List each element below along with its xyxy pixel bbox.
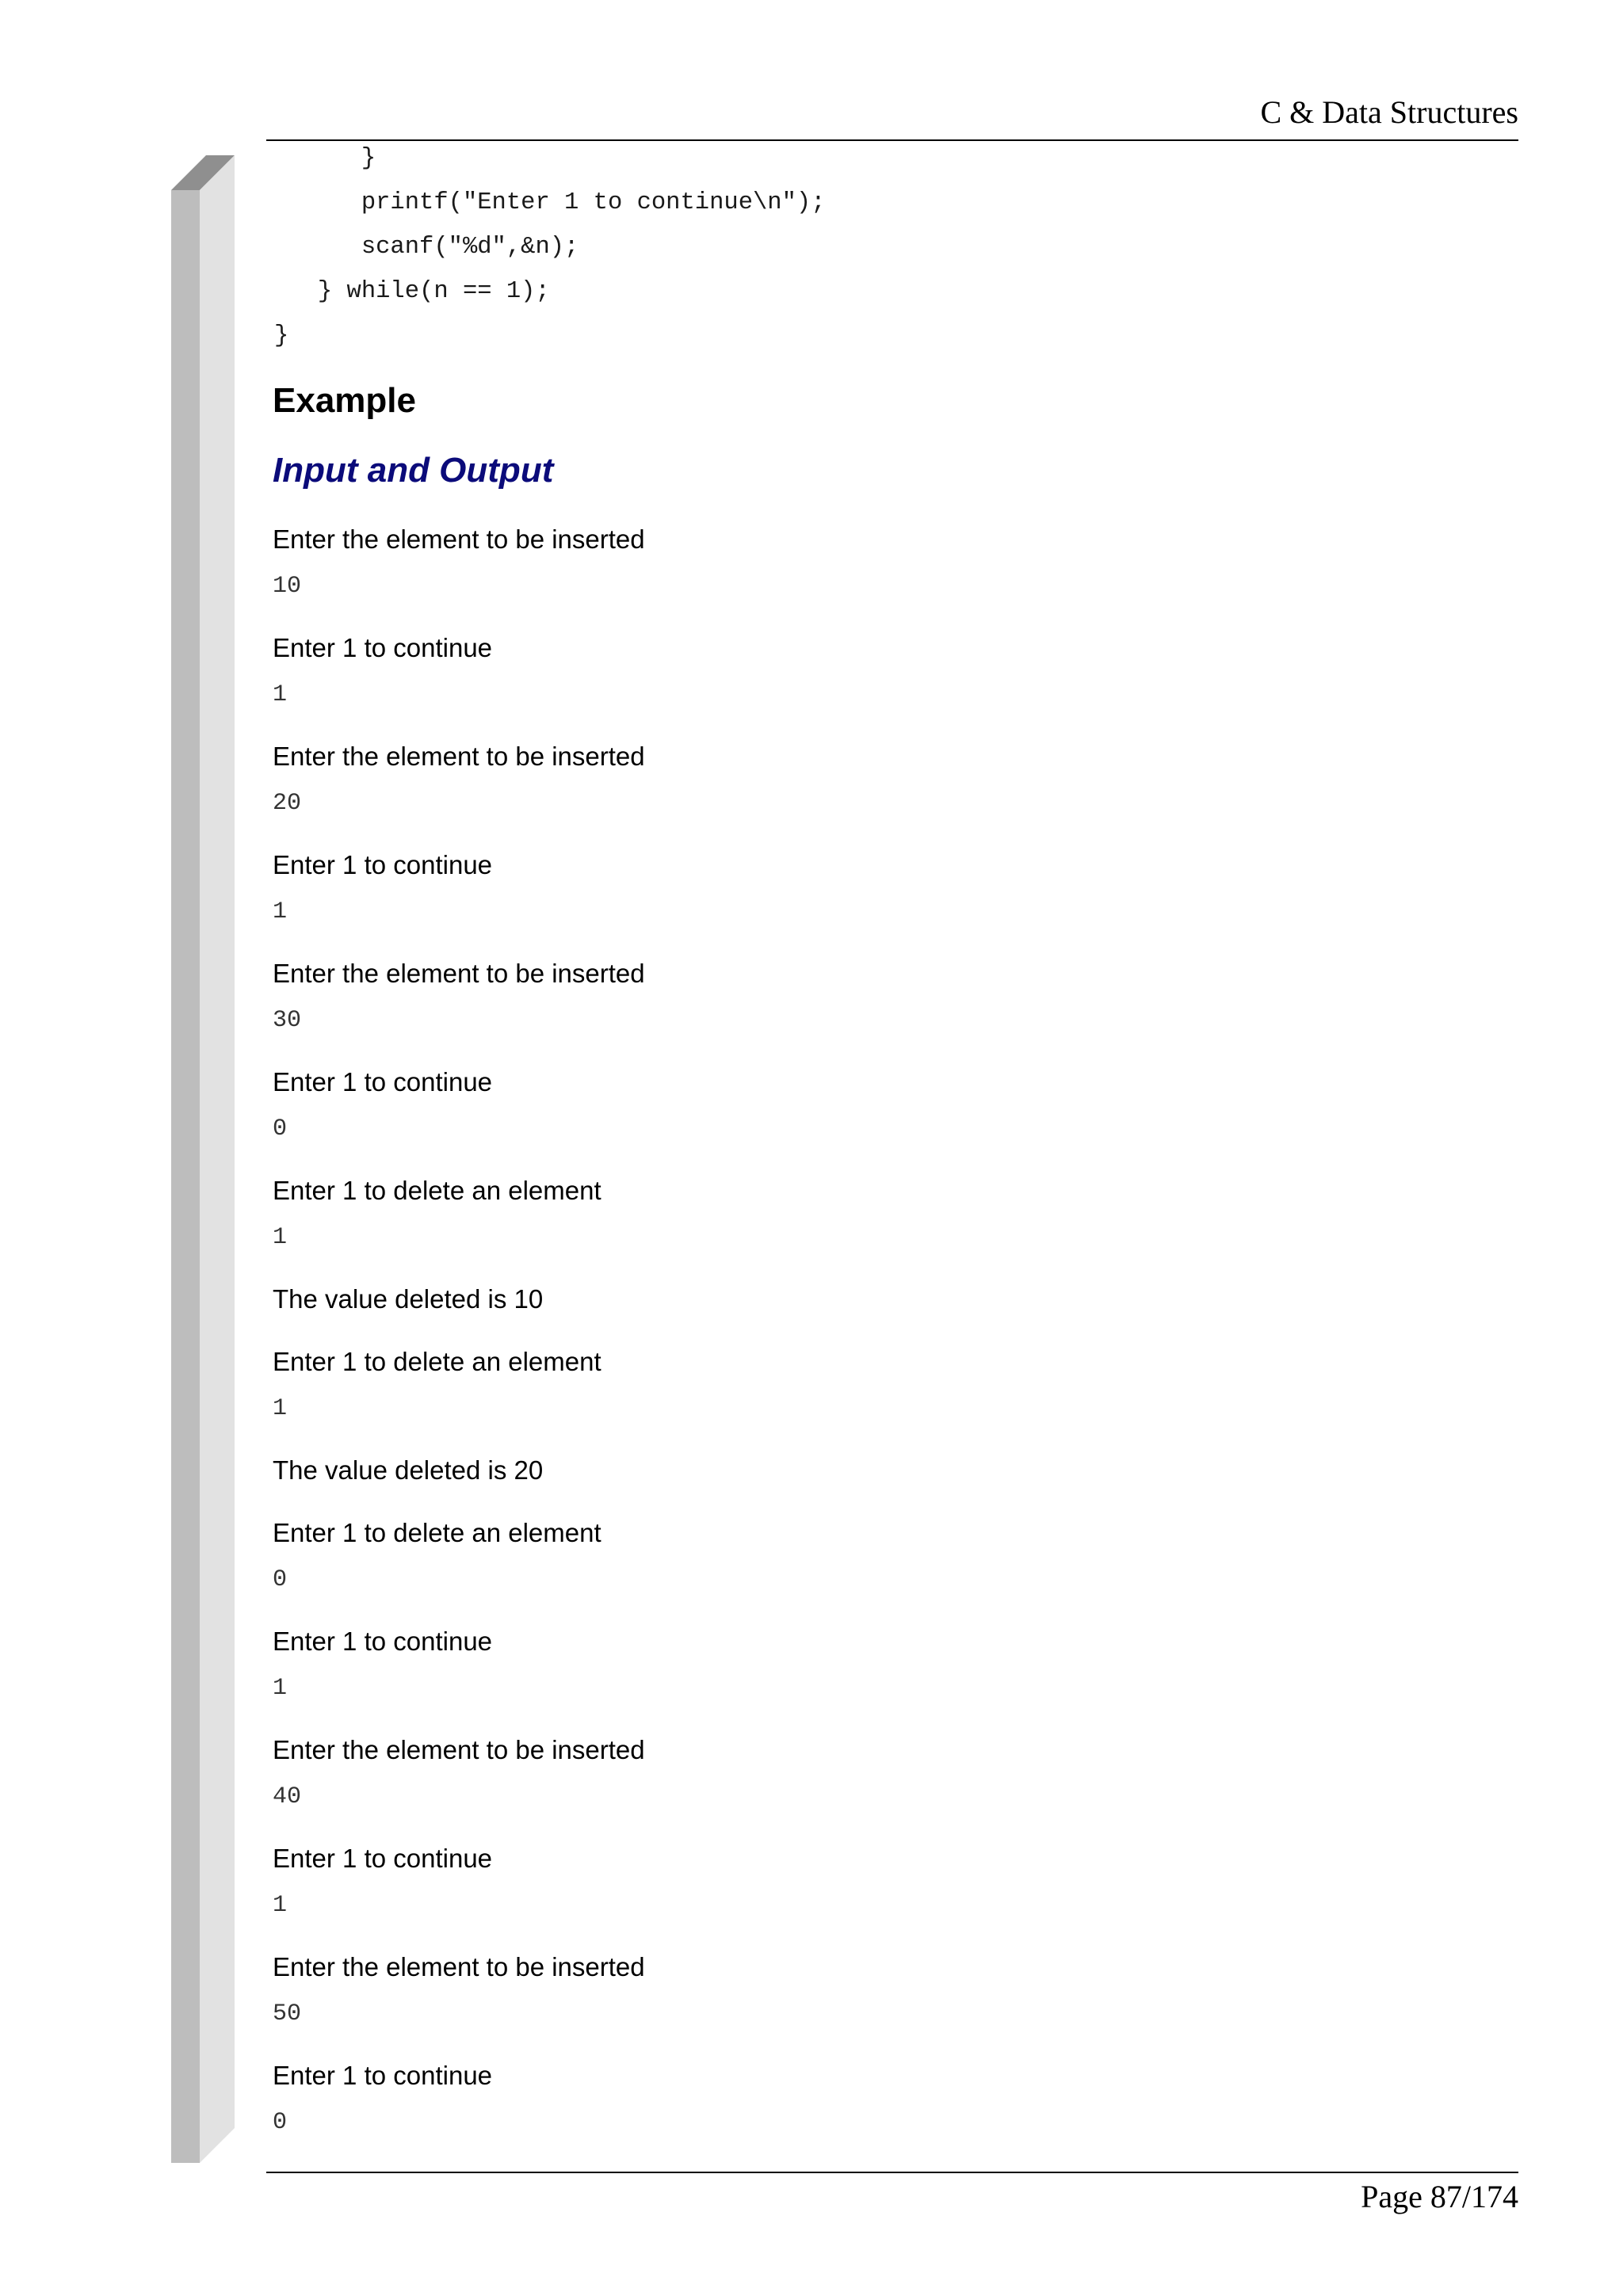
io-value: 20 [273, 790, 302, 817]
io-prompt: Enter 1 to delete an element [273, 1518, 601, 1547]
io-prompt: Enter the element to be inserted [273, 524, 645, 554]
io-prompt: Enter 1 to continue [273, 1844, 493, 1873]
io-prompt: Enter 1 to continue [273, 1067, 493, 1097]
io-prompt: Enter the element to be inserted [273, 742, 645, 771]
io-value: 1 [273, 1395, 288, 1422]
io-value: 1 [273, 1892, 288, 1919]
io-value: 1 [273, 1675, 288, 1702]
io-value: 0 [273, 1566, 288, 1593]
io-prompt: Enter 1 to continue [273, 1627, 493, 1656]
code-line: scanf("%d",&n); [274, 234, 579, 261]
io-value: 1 [273, 681, 288, 708]
code-block [274, 136, 826, 358]
code-line: } [274, 145, 376, 172]
io-prompt: Enter 1 to delete an element [273, 1347, 601, 1376]
io-value: 1 [273, 1224, 288, 1251]
io-prompt: Enter 1 to continue [273, 850, 493, 879]
io-prompt: Enter the element to be inserted [273, 959, 645, 988]
io-value: 10 [273, 573, 302, 600]
io-value: 40 [273, 1783, 302, 1810]
side-bar-side-face [200, 155, 235, 2163]
io-prompt: Enter 1 to continue [273, 633, 493, 662]
decorative-side-bar [171, 155, 235, 2163]
footer-rule [266, 2172, 1518, 2173]
io-value: 0 [273, 1116, 288, 1142]
io-value: 30 [273, 1007, 302, 1034]
section-heading: Example [273, 381, 416, 420]
code-line: } [274, 322, 289, 349]
io-prompt: Enter 1 to continue [273, 2061, 493, 2090]
page-number: Page 87/174 [1361, 2179, 1518, 2214]
io-prompt: Enter 1 to delete an element [273, 1176, 601, 1205]
code-line: } while(n == 1); [274, 278, 550, 305]
io-prompt: Enter the element to be inserted [273, 1952, 645, 1981]
section-subheading: Input and Output [273, 451, 554, 490]
code-line: printf("Enter 1 to continue\n"); [274, 189, 826, 216]
io-value: 0 [273, 2109, 288, 2136]
io-result: The value deleted is 10 [273, 1284, 544, 1314]
io-value: 50 [273, 2000, 302, 2027]
io-prompt: Enter the element to be inserted [273, 1735, 645, 1764]
io-value: 1 [273, 898, 288, 925]
running-header-title: C & Data Structures [1260, 94, 1518, 130]
io-listing [273, 517, 1461, 2161]
io-result: The value deleted is 20 [273, 1455, 544, 1485]
side-bar-front-face [171, 190, 200, 2163]
